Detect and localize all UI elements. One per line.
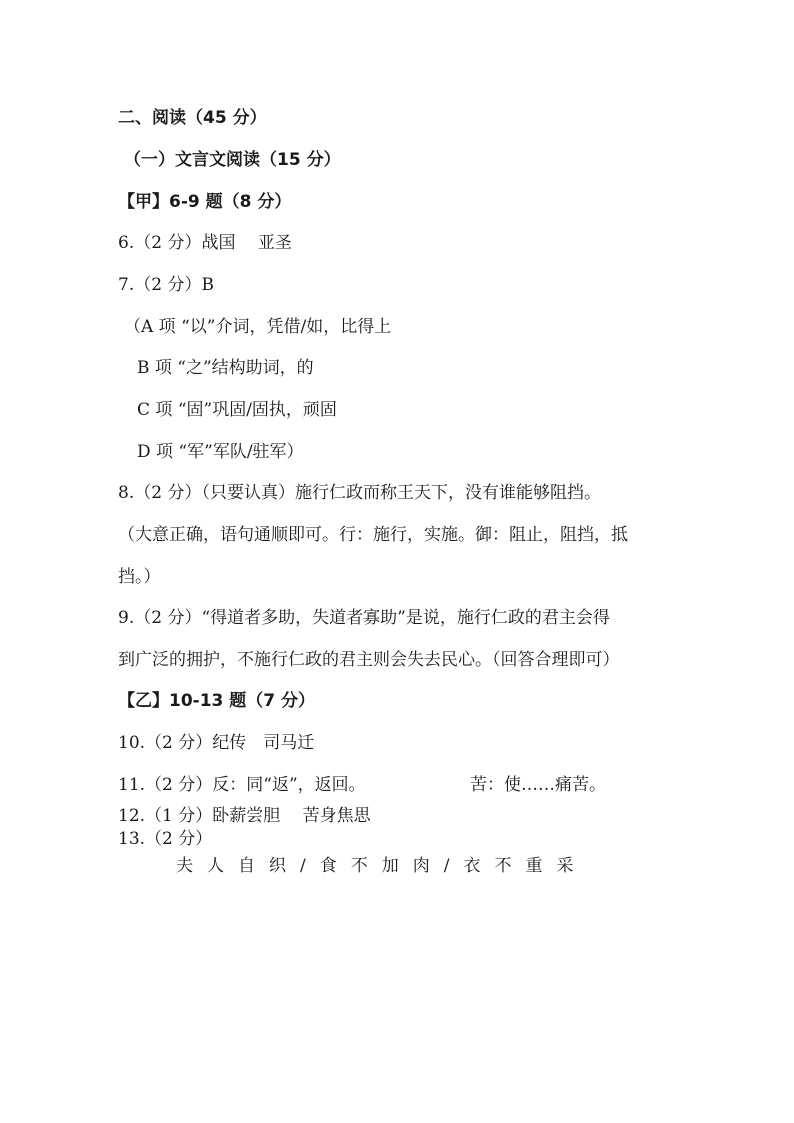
answer-11-part-a: 11.（2 分）反：同“返”，返回。 [118,775,366,795]
section-title: 二、阅读（45 分） [118,108,267,128]
answer-9-line-2: 到广泛的拥护，不施行仁政的君主则会失去民心。（回答合理即可） [118,650,620,670]
answer-13: 13.（2 分） [118,829,213,849]
answer-7-option-b: B 项 “之”结构助词，的 [137,358,314,378]
answer-7-option-c: C 项 “固”巩固/固执，顽固 [137,400,337,420]
heading-jia: 【甲】6-9 题（8 分） [118,192,292,212]
answer-8-note-line-2: 挡。） [118,567,161,587]
answer-7: 7.（2 分）B [118,275,214,295]
answer-7-option-d: D 项 “军”军队/驻军） [137,442,304,462]
answer-8: 8.（2 分）（只要认真）施行仁政而称王天下，没有谁能够阻挡。 [118,483,601,503]
answer-13-sentence: 夫人自织/食不加肉/衣不重采 [176,856,588,876]
part-heading-classical-chinese: （一）文言文阅读（15 分） [124,150,341,170]
heading-yi: 【乙】10-13 题（7 分） [118,691,316,711]
answer-9-line-1: 9.（2 分）“得道者多助，失道者寡助”是说，施行仁政的君主会得 [118,608,610,628]
answer-12: 12.（1 分）卧薪尝胆 苦身焦思 [118,806,371,826]
answer-10: 10.（2 分）纪传 司马迁 [118,733,315,753]
answer-11-part-b: 苦：使……痛苦。 [470,775,606,795]
answer-7-option-a: （A 项 “以”介词，凭借/如，比得上 [124,317,392,337]
answer-6: 6.（2 分）战国 亚圣 [118,233,292,253]
answer-8-note-line-1: （大意正确，语句通顺即可。行：施行，实施。御：阻止，阻挡，抵 [118,525,628,545]
